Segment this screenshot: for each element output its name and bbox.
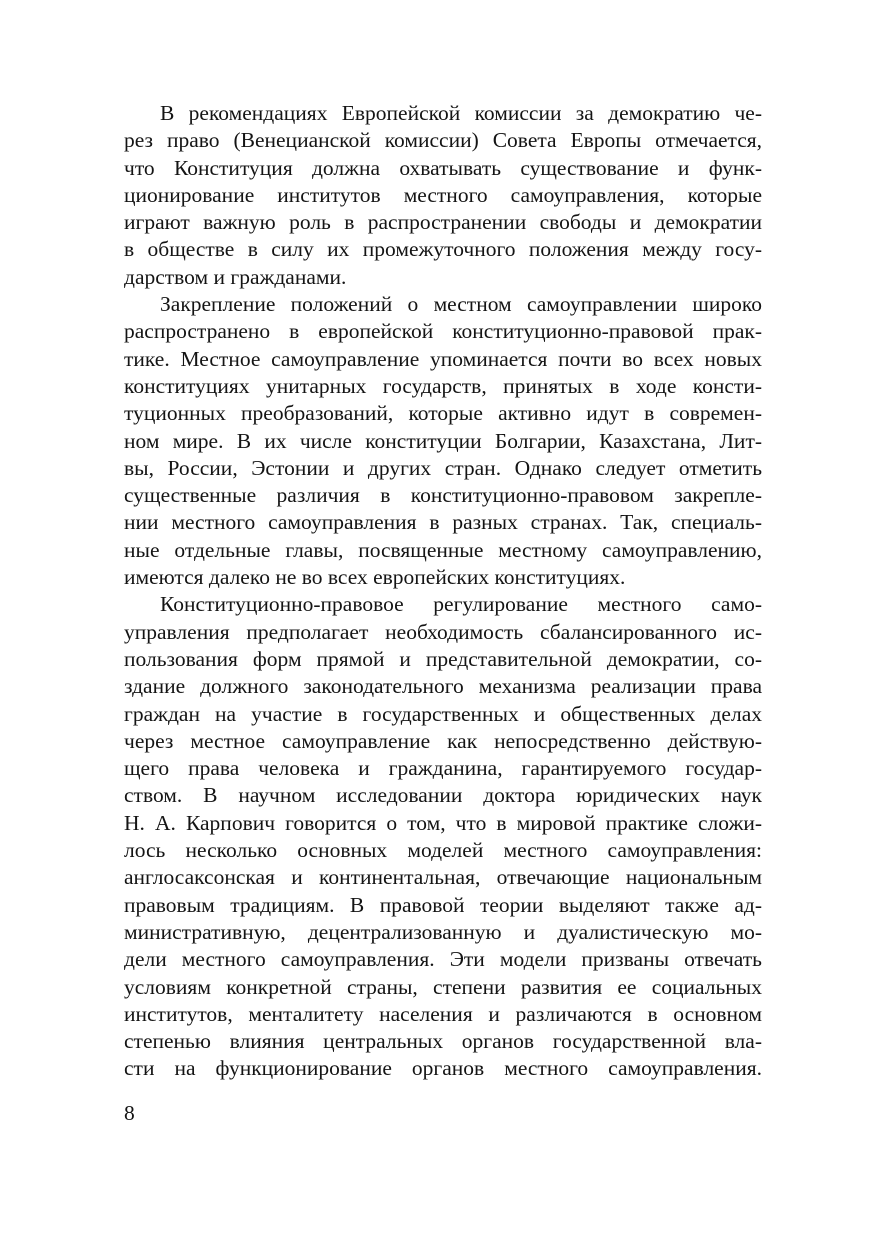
- text-line: конституциях унитарных государств, принятых в ходе консти-: [124, 373, 762, 398]
- text-line: граждан на участие в государственных и общественных делах: [124, 701, 762, 726]
- text-line: рез право (Венецианской комиссии) Совета Европы отмечается,: [124, 128, 762, 153]
- text-line: туционных преобразований, которые активно идут в современ-: [124, 401, 762, 426]
- text-line: что Конституция должна охватывать существование и функ-: [124, 155, 762, 180]
- text-line: имеются далеко не во всех европейских конституциях.: [124, 565, 626, 590]
- text-line: вы, России, Эстонии и других стран. Однако следует отметить: [124, 455, 762, 480]
- text-line: через местное самоуправление как непосредственно действую-: [124, 728, 762, 753]
- text-line: министративную, децентрализованную и дуалистическую мо-: [124, 919, 762, 944]
- text-line: Закрепление положений о местном самоуправлении широко: [160, 292, 762, 317]
- text-line: институтов, менталитету населения и различаются в основном: [124, 1001, 762, 1026]
- text-line: правовым традициям. В правовой теории выделяют также ад-: [124, 892, 762, 917]
- text-line: Н. А. Карпович говорится о том, что в мировой практике сложи-: [124, 810, 762, 835]
- text-line: в обществе в силу их промежуточного положения между госу-: [124, 237, 762, 262]
- text-line: лось несколько основных моделей местного самоуправления:: [124, 838, 762, 863]
- text-line: дарством и гражданами.: [124, 264, 347, 289]
- text-line: распространено в европейской конституционно-правовой прак-: [124, 319, 762, 344]
- text-line: условиям конкретной страны, степени развития ее социальных: [124, 974, 762, 999]
- text-line: ством. В научном исследовании доктора юридических наук: [124, 783, 762, 808]
- text-line: дели местного самоуправления. Эти модели призваны отвечать: [124, 947, 762, 972]
- text-line: сти на функционирование органов местного самоуправления.: [124, 1056, 762, 1081]
- text-line: пользования форм прямой и представительной демократии, со-: [124, 646, 762, 671]
- text-line: В рекомендациях Европейской комиссии за демократию че-: [160, 101, 762, 125]
- text-line: управления предполагает необходимость сбалансированного ис-: [124, 619, 762, 644]
- text-line: англосаксонская и континентальная, отвечающие национальным: [124, 865, 762, 890]
- text-line: Конституционно-правовое регулирование местного само-: [160, 592, 762, 617]
- paragraph-1: [124, 100, 762, 291]
- text-line: щего права человека и гражданина, гарантируемого государ-: [124, 756, 762, 781]
- paragraph-3: [124, 591, 762, 1082]
- text-line: ционирование институтов местного самоуправления, которые: [124, 182, 762, 207]
- text-line: здание должного законодательного механизма реализации права: [124, 674, 762, 699]
- paragraph-2: [124, 291, 762, 591]
- text-line: играют важную роль в распространении свободы и демократии: [124, 210, 762, 235]
- text-line: нии местного самоуправления в разных странах. Так, специаль-: [124, 510, 762, 535]
- text-line: ном мире. В их числе конституции Болгарии, Казахстана, Лит-: [124, 428, 762, 453]
- page-number: 8: [124, 1101, 135, 1125]
- text-line: степенью влияния центральных органов государственной вла-: [124, 1029, 762, 1054]
- text-line: существенные различия в конституционно-правовом закрепле-: [124, 483, 762, 508]
- text-line: ные отдельные главы, посвященные местному самоуправлению,: [124, 537, 762, 562]
- page-body: [124, 100, 762, 1083]
- text-line: тике. Местное самоуправление упоминается почти во всех новых: [124, 346, 762, 371]
